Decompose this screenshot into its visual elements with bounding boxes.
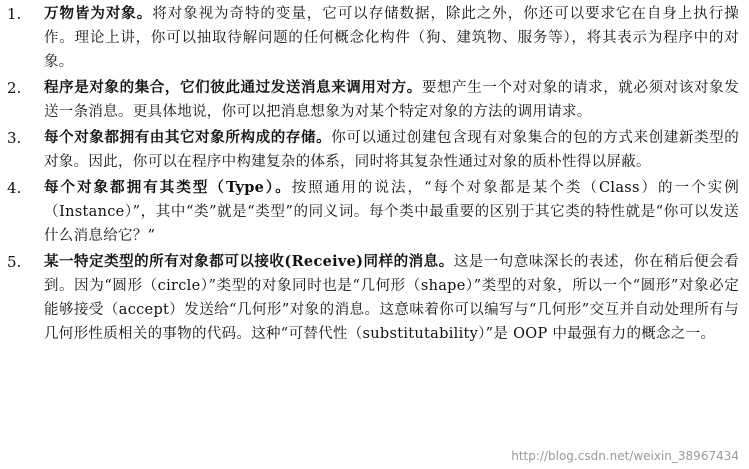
item-number: 3. xyxy=(7,129,22,147)
item-body: 按照通用的说法，“每个对象都是某个类（Class）的一个实例（Instance）”，其中“类”就是“类型”的同义词。每个类中最重要的区别于其它类的特性就是“你可以发送什么消息给它？” xyxy=(44,180,739,244)
item-text xyxy=(44,126,739,174)
item-body: 你可以通过创建包含现有对象集合的包的方式来创建新类型的对象。因此，你可以在程序中构建复杂的体系，同时将其复杂性通过对象的质朴性得以屏蔽。 xyxy=(44,130,739,170)
item-text xyxy=(44,176,739,248)
item-number: 2. xyxy=(7,79,22,97)
list-item-3 xyxy=(0,126,749,174)
item-body: 将对象视为奇特的变量，它可以存储数据，除此之外，你还可以要求它在自身上执行操作。理论上讲，你可以抽取待解问题的任何概念化构件（狗、建筑物、服务等），将其表示为程序中的对象。 xyxy=(44,6,739,70)
item-number: 1. xyxy=(7,5,22,23)
item-body: 这是一句意味深长的表述，你在稍后便会看到。因为“圆形（circle）”类型的对象同时也是“几何形（shape）”类型的对象，所以一个“圆形”对象必定能够接受（accept）发送给“几何形”对象的消息。这意味着你可以编写与“几何形”交互并自动处理所有与几何形性质相关的事物的代码。这种“可替代性（substitutability）”是 OOP 中最强有力的概念之一。 xyxy=(44,254,739,342)
item-lead: 程序是对象的集合，它们彼此通过发送消息来调用对方。 xyxy=(44,79,422,96)
document-body xyxy=(0,2,749,348)
list-item-5 xyxy=(0,250,749,346)
item-text xyxy=(44,2,739,74)
list-item-1 xyxy=(0,2,749,74)
item-text xyxy=(44,250,739,346)
item-number: 4. xyxy=(7,179,22,197)
item-lead: 每个对象都拥有其类型（Type）。 xyxy=(44,179,292,196)
list-item-4 xyxy=(0,176,749,248)
watermark-url: http://blog.csdn.net/weixin_38967434 xyxy=(511,449,739,463)
list-item-2 xyxy=(0,76,749,124)
item-lead: 万物皆为对象。 xyxy=(44,5,153,22)
item-lead: 某一特定类型的所有对象都可以接收(Receive)同样的消息。 xyxy=(44,253,454,270)
item-number: 5. xyxy=(7,253,22,271)
item-lead: 每个对象都拥有由其它对象所构成的存储。 xyxy=(44,129,332,146)
item-body: 要想产生一个对对象的请求，就必须对该对象发送一条消息。更具体地说，你可以把消息想象为对某个特定对象的方法的调用请求。 xyxy=(44,80,739,120)
item-text xyxy=(44,76,739,124)
